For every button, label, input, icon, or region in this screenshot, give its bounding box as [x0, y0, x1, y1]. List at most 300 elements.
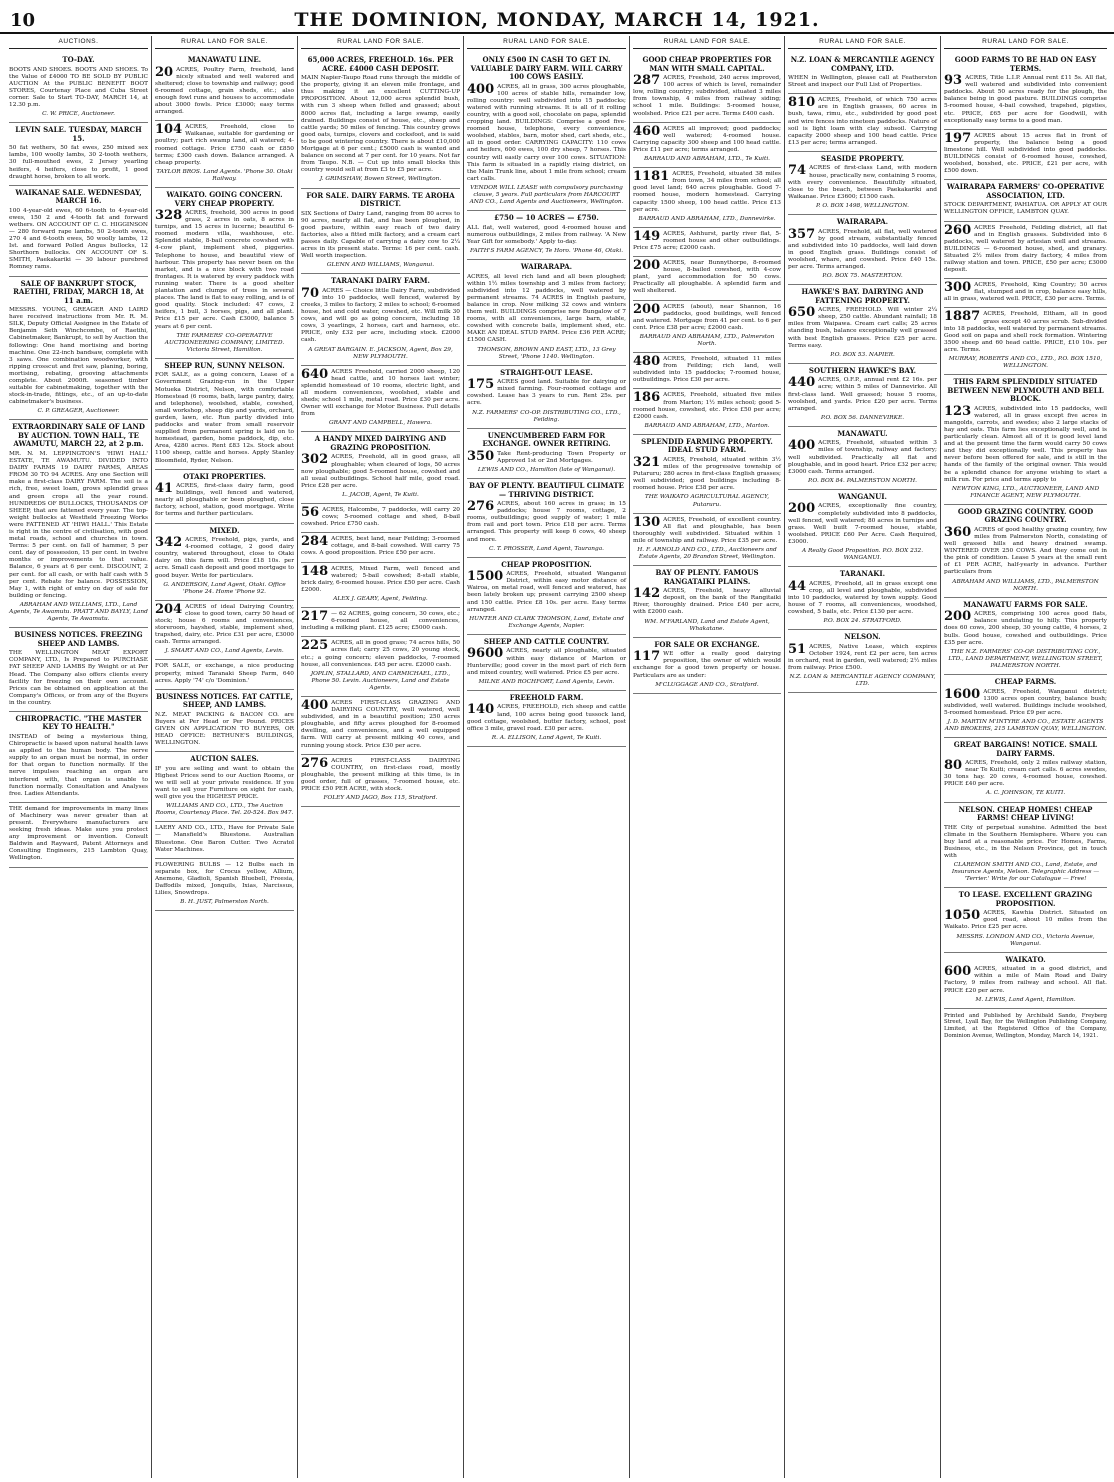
ad-footer-agent: WILLIAMS AND CO., LTD., The Auction Rooms, Courtenay Place. Tel. 20-524. Box 947.	[155, 803, 294, 817]
advertisement	[155, 188, 294, 359]
column-3	[298, 36, 464, 1478]
ad-heading: WAIKANAE SALE. WEDNESDAY, MARCH 16.	[15, 187, 142, 206]
ad-footer-agent: MILNE AND ROCHFORT, Land Agents, Levin.	[478, 678, 615, 685]
advertisement	[9, 420, 148, 628]
ad-body-text	[155, 124, 294, 167]
ad-heading: TARANAKI.	[839, 569, 886, 579]
ad-footer-agent: VENDOR WILL LEASE with compulsory purchasing clause, 5 years. Full particulars from HARCOURT AND CO., Land Agents and Auctioneers, Wellington.	[469, 184, 624, 206]
ad-body: ACRES, all in good grass; 74 acres hills, 50 acres flat; carry 25 cows, 20 young stock, etc.; a going concern; eleven paddocks, 7-roomed house, all conveniences. £45 per acre. £2000 cash.	[301, 640, 460, 668]
ad-heading: BAY OF PLENTY. BEAUTIFUL CLIMATE — THRIVING DISTRICT.	[469, 481, 624, 499]
ad-heading: FREEHOLD FARM.	[509, 692, 584, 702]
ad-footer-agent: TAYLOR BROS. Land Agents. 'Phone 30. Otaki Railway.	[156, 168, 293, 182]
ad-footer-agent: A. C. JOHNSON, TE KUITI.	[985, 790, 1066, 797]
advertisement	[788, 630, 937, 693]
advertisement	[155, 524, 294, 601]
ad-body: FOR SALE, as a going concern, Lease of a Government Grazing-run in the Upper Motueka District, Nelson, with comfortable Homestead (6 rooms, bath, large pantry, dairy, and telephone), woolshed, stable, cowshed, small workshop, sheep dip and yards, orchard, garden, lawn, etc. Run partly divided into paddocks and water from small reservoir supplied from permanent spring is laid on to homestead, garden, home paddock, dip, etc. Area, 4280 acres. Rent £83 12s. Stock about 1100 sheep, cattle and horses. Apply Stanley Bloomfield, Ryder, Nelson.	[155, 372, 294, 464]
advertisement	[301, 274, 460, 365]
ad-body-text	[467, 648, 626, 676]
ad-heading: SHEEP AND CATTLE COUNTRY.	[483, 636, 610, 646]
ad-heading: AUCTION SALES.	[190, 754, 259, 764]
acreage-number: 200	[633, 258, 661, 274]
ad-footer-agent: LEWIS AND CO., Hamilton (late of Wanganui).	[477, 466, 616, 473]
advertisement	[467, 211, 626, 260]
ad-heading: WAIRARAPA.	[520, 262, 573, 272]
acreage-number: 460	[633, 123, 661, 139]
ad-body-text	[467, 379, 626, 407]
ad-body-text	[788, 75, 937, 89]
ad-body: ACRES, Title L.I.P. Annual rent £11 5s. All flat, well watered and subdivided into convenient paddocks. About 50 acres ready for the plough, the balance being in good pasture. BUILDINGS comprise 5-roomed house, 4-bail cowshed, trapshed, pigsties, etc. PRICE, £65 per acre for Goodwill, with exceptionally easy terms to a good man.	[944, 75, 1107, 124]
printer-imprint: Printed and Published by Archibald Sando, Freyberg Street, Lyall Bay, for the Wellington Publishing Company, Limited, at the Registered Office of the Company, Dominion Avenue, Wellington, Monday, March 14, 1921.	[944, 1012, 1107, 1039]
advertisement	[633, 514, 781, 567]
advertisement	[301, 608, 460, 637]
acreage-number: 130	[633, 514, 661, 530]
advertisement	[155, 601, 294, 661]
acreage-number: 200	[944, 609, 972, 625]
ad-body-text	[788, 503, 937, 546]
advertisement	[944, 738, 1107, 802]
acreage-number: 1050	[944, 908, 981, 924]
advertisement	[301, 563, 460, 608]
acreage-number: 1887	[944, 309, 981, 325]
ad-body-text	[301, 563, 460, 594]
ad-footer-agent: A Really Good Proposition. P.O. BOX 232. WANGANUI.	[801, 548, 924, 562]
ad-footer-agent: THE N.Z. FARMERS' CO-OP. DISTRIBUTING COY., LTD., LAND DEPARTMENT, WELLINGTON STREET, PALMERSTON NORTH.	[948, 648, 1103, 669]
ad-footer-agent: P.O. BOX 24. STRATFORD.	[823, 618, 902, 625]
ad-heading: STRAIGHT-OUT LEASE.	[500, 367, 593, 377]
ad-body-text	[155, 766, 294, 801]
ad-body: BOOTS AND SHOES. BOOTS AND SHOES. To the Value of £4000 TO BE SOLD BY PUBLIC AUCTION At the PUBLIC BENEFIT BOOT STORES, Courtenay Place and Cuba Street corner. Sale to Start TO-DAY, MARCH 14, at 12.30 p.m.	[9, 66, 148, 109]
ad-body: ACRES, exceptionally fine country, completely subdivided into 8 paddocks, well fenced, well watered; 80 acres in turnips and grass. Well built 7-roomed house, stable, woolshed. PRICE £60 Per Acre. Cash Required, £3000.	[788, 503, 937, 545]
ad-body-text	[301, 507, 460, 528]
advertisement	[633, 389, 781, 434]
advertisement	[944, 53, 1107, 130]
ad-body: LAERY AND CO., LTD., Have for Private Sale — Mansfield's Bluestone. Australian Bluestone. One Baron Cutter. Two Acratol Water Machines.	[155, 825, 294, 853]
masthead-title: THE DOMINION, MONDAY, MARCH 14, 1921.	[294, 9, 820, 31]
ad-footer-agent: WM. M'FARLAND, Land and Estate Agent, Whakatane.	[644, 618, 770, 632]
advertisement	[788, 94, 937, 152]
advertisement	[633, 123, 781, 168]
ad-footer-agent: THE FARMERS' CO-OPERATIVE AUCTIONEERING COMPANY, LIMITED. Victoria Street, Hamilton.	[164, 332, 285, 353]
advertisement	[633, 566, 781, 638]
ad-body-text	[467, 81, 626, 183]
ad-heading: SALE OF BANKRUPT STOCK, RAETIHI, FRIDAY, MARCH 18, At 11 a.m.	[13, 278, 144, 305]
acreage-number: 175	[467, 377, 495, 393]
ad-body: ACRES, Freehold, heavy alluvial deposit, on the bank of the Rangitaiki River, thoroughly drained. Price £40 per acre, with £2000 cash.	[633, 588, 781, 616]
ad-footer-agent: MURRAY, ROBERTS AND CO., LTD., P.O. BOX 1510, WELLINGTON.	[948, 356, 1103, 370]
ad-body-text	[944, 524, 1107, 577]
advertisement	[788, 567, 937, 630]
ad-body-text	[301, 285, 460, 345]
acreage-number: 9600	[467, 646, 504, 662]
acreage-number: 480	[633, 354, 661, 370]
ad-heading: WAIRARAPA.	[836, 217, 889, 226]
advertisement	[301, 53, 460, 188]
advertisement	[9, 712, 148, 803]
advertisement	[301, 189, 460, 275]
ad-heading: TO LEASE. EXCELLENT GRAZING PROPOSITION.	[958, 890, 1093, 908]
ad-footer-agent: THE WAIKATO AGRICULTURAL AGENCY, Putaruru.	[644, 494, 770, 508]
advertisement	[944, 598, 1107, 675]
acreage-number: 217	[301, 609, 329, 625]
acreage-number: 140	[467, 702, 495, 718]
ad-body-text	[788, 641, 937, 672]
ad-body-text	[944, 760, 1107, 788]
ad-heading: BUSINESS NOTICES. FAT CATTLE, SHEEP, AND LAMBS.	[156, 691, 293, 710]
ad-heading: BAY OF PLENTY. FAMOUS RANGATAIKI PLAINS.	[655, 568, 759, 586]
ad-body-text	[467, 571, 626, 614]
ad-body-text	[9, 734, 148, 798]
ad-body: ALL flat, well watered, good 4-roomed house and numerous outbuildings, 2 miles from railway. 'A New Year Gift for somebody.' Apply to-day.	[467, 224, 626, 245]
ad-heading: TARANAKI DAIRY FARM.	[331, 276, 430, 286]
ad-body: ACRES, Mixed Farm, well fenced and watered; 5-bail cowshed; 8-stall stable, brick dairy, 6-roomed house. Price £50 per acre. Cash £2000.	[301, 565, 460, 593]
advertisement	[633, 257, 781, 300]
ad-heading: MANAWATU.	[837, 428, 888, 438]
ad-body-text	[301, 75, 460, 174]
ad-heading: NELSON.	[844, 632, 881, 642]
column-header: RURAL LAND FOR SALE.	[155, 36, 294, 49]
ad-heading: WAIKATO.	[1005, 954, 1046, 964]
acreage-number: 1600	[944, 686, 981, 702]
ad-body: ACRES, all level rich land and all been ploughed; within 1½ miles township and 3 miles from factory; subdivided into 12 paddocks, well watered by permanent streams. 74 ACRES in English pasture, balance in crop. Now milking 32 cows and winters them well. BUILDINGS comprise new Bungalow of 7 rooms, with all conveniences, large barn, stable, cowshed with concrete bails, implement shed, etc. MAKE AN IDEAL STUD FARM. Price £36 PER ACRE; £1500 CASH.	[467, 273, 626, 344]
ad-heading: EXTRAORDINARY SALE OF LAND BY AUCTION. TOWN HALL, TE AWAMUTU, MARCH 22, at 2 p.m.	[12, 422, 145, 449]
ad-footer-agent: C. W. PRICE, Auctioneer.	[42, 111, 115, 118]
ad-footer-agent: H. F. ARNOLD AND CO., LTD., Auctioneers and Estate Agents, 20 Brandon Street, Wellington.	[637, 546, 777, 561]
advertisement	[944, 308, 1107, 375]
ad-body: INSTEAD of being a mysterious thing, Chiropractic is based upon natural health laws as applied to the human body. The nerve supply to an organ must be normal, in order for that organ to function normally. If the nerve impulses reaching an organ are interfered with, that organ is unable to function normally. Consultation and Analyses free. Ladies Attendants.	[9, 733, 148, 797]
advertisement	[944, 222, 1107, 280]
ad-body: ACRES, Ashhurst, partly river flat, 5-roomed house and other outbuildings. Price £75 acre; £2000 cash.	[633, 230, 781, 251]
acreage-number: 357	[788, 226, 816, 242]
advertisement	[9, 186, 148, 277]
ad-body-text	[155, 64, 294, 117]
ad-footer-agent: GLENN AND WILLIAMS, Wanganui.	[326, 262, 435, 269]
ad-body: ACRES, Freehold, all flat, well watered by good stream, substantially fenced and subdivided into 10 paddocks, well laid down in good English grass. Buildings consist of woolshed, whare, and cowshed. Price £40 15s. per acre. Terms arranged.	[788, 228, 937, 270]
advertisement	[9, 123, 148, 185]
ad-body: ACRES, Freehold, Wanganui district; 1300 acres open country, balance bush; subdivided, well watered. Buildings include woolshed, 5-roomed homestead. Price £9 per acre.	[944, 688, 1107, 716]
column-1	[6, 36, 152, 1478]
ad-heading: CHEAP FARMS.	[994, 677, 1057, 686]
ad-body: SIX Sections of Dairy Land, ranging from 80 acres to 90 acres, nearly all flat, and has been ploughed, in good pasture, within easy reach of two dairy factories, also a fitted milk factory, and a cream cart passes daily. Capable of carrying a dairy cow to 2¼ acres in its present state. Terms: 16 per cent. cash. Well worth inspection.	[301, 210, 460, 260]
ad-footer-agent: BARRAUD AND ABRAHAM, LTD., Dannevirke.	[638, 215, 776, 222]
ad-heading: WAIKATO. GOING CONCERN. VERY CHEAP PROPERTY.	[166, 190, 283, 208]
advertisement	[633, 301, 781, 354]
ad-footer-agent: C. P. GREAGER, Auctioneer.	[37, 408, 120, 415]
ad-footer-agent: G. ANDERSON, Land Agent, Otaki. Office 'Phone 24. Home 'Phone 92.	[163, 581, 286, 595]
acreage-number: 440	[788, 375, 816, 391]
ad-body-text	[155, 372, 294, 464]
ad-footer-agent: M. LEWIS, Land Agent, Hamilton.	[975, 996, 1076, 1003]
ad-body: ACRES, comprising 100 acres good flats, balance undulating to hilly. This property does 60 cows, 200 sheep, 30 young cattle, 4 horses, 2 bulls. Good house, cowshed and outbuildings. Price £35 per acre.	[944, 611, 1107, 646]
acreage-number: 93	[944, 73, 963, 89]
advertisement	[467, 260, 626, 366]
advertisement	[788, 427, 937, 490]
column-header: RURAL LAND FOR SALE.	[467, 36, 626, 49]
ad-footer-agent: B. H. JUST, Palmerston North.	[180, 899, 269, 906]
ad-body: ACRES, Freehold, all in grass except one crop, all level and ploughable, subdivided into 10 paddocks, watered by town supply. Good house of 7 rooms, all conveniences, woodshed, cowshed, 5 bails, etc. Price £130 per acre.	[788, 580, 937, 616]
ad-body: ACRES good land. Suitable for dairying or mixed farming. Four-roomed cottage and cowshed. Lease has 3 years to run. Rent 25s. per acre.	[467, 379, 626, 407]
ad-body-text	[467, 448, 626, 465]
acreage-number: 104	[155, 122, 183, 138]
ad-body-text	[155, 537, 294, 580]
ad-body-text	[301, 454, 460, 489]
acreage-number: 204	[155, 601, 183, 617]
ad-heading: ONLY £500 IN CASH TO GET IN. VALUABLE DAIRY FARM. WILL CARRY 100 COWS EASILY.	[470, 55, 623, 82]
ad-body-text	[633, 514, 781, 545]
ad-heading: WAIRARAPA FARMERS' CO-OPERATIVE ASSOCIATION, LTD.	[946, 182, 1105, 200]
ad-body: — 62 ACRES, going concern, 30 cows, etc.; 6-roomed house, all conveniences, including a milking plant. £125 acre; £5000 cash.	[301, 611, 460, 632]
ad-body-text	[9, 806, 148, 863]
advertisement	[301, 533, 460, 562]
acreage-number: 302	[301, 452, 329, 468]
acreage-number: 400	[301, 697, 329, 713]
ad-body: ACRES, Freehold, only 2 miles railway station, near Te Kuiti; cream cart calls. 6 acres swedes, 30 tons hay. 20 cows, 4-roomed house, cowshed. PRICE £40 per acre.	[944, 760, 1107, 788]
column-header: RURAL LAND FOR SALE.	[633, 36, 781, 49]
ad-body: ACRES, FREEHOLD, rich sheep and cattle land, 100 acres being good tussock land, good cottage, woolshed, butter factory, school, post office 3 mile, gravel road. £30 per acre.	[467, 704, 626, 732]
acreage-number: 260	[944, 222, 972, 238]
ad-body-text	[301, 755, 460, 793]
ad-heading: UNENCUMBERED FARM FOR EXCHANGE. OWNER RETIRING.	[482, 430, 611, 449]
ad-body-text	[788, 578, 937, 616]
ad-heading: FOR SALE OR EXCHANGE.	[654, 639, 760, 649]
acreage-number: 225	[301, 638, 329, 654]
ad-heading: TO-DAY.	[62, 55, 95, 65]
advertisement	[944, 180, 1107, 221]
advertisement	[633, 638, 781, 694]
ad-body: ACRES, near Bunnythorpe, 8-roomed house, 8-bailed cowshed, with 4-cow plant, yard accommodation for 50 cows. Practically all ploughable. A splendid farm and well sheltered.	[633, 260, 781, 295]
ad-body: WHEN in Wellington, please call at Featherston Street and inspect our Full List of Properties.	[788, 75, 937, 89]
ad-body-text	[633, 588, 781, 616]
advertisement	[301, 755, 460, 808]
acreage-number: 51	[788, 641, 807, 657]
ad-heading: A HANDY MIXED DAIRYING AND GRAZING PROPOSITION.	[314, 434, 447, 452]
acreage-number: 80	[944, 758, 963, 774]
acreage-number: 1181	[633, 169, 670, 185]
advertisement	[467, 429, 626, 479]
advertisement	[9, 803, 148, 868]
advertisement	[155, 660, 294, 689]
advertisement	[633, 228, 781, 257]
acreage-number: 328	[155, 208, 183, 223]
ad-body-text	[301, 536, 460, 557]
ad-body-text	[301, 611, 460, 632]
ad-heading: FOR SALE. DAIRY FARMS. TE AROHA DISTRICT.	[306, 190, 455, 208]
advertisement	[467, 635, 626, 691]
acreage-number: 284	[301, 534, 329, 550]
ad-body-text	[155, 663, 294, 684]
ad-heading: SPLENDID FARMING PROPERTY. IDEAL STUD FARM.	[641, 436, 773, 455]
advertisement	[9, 277, 148, 421]
ad-footer-agent: N.Z. LOAN & MERCANTILE AGENCY COMPANY, LTD.	[789, 674, 936, 688]
ad-body: N.Z. MEAT PACKING & BACON CO. are Buyers at Per Head or Per Pound. PRICES GIVEN ON APPLICATION TO BUYERS, OR HEAD OFFICE: BETHUNE'S BUILDINGS, WELLINGTON.	[155, 711, 294, 747]
ad-body-text	[633, 651, 781, 679]
ad-footer-agent: A GREAT BARGAIN. E. JACKSON, Agent, Box 29, NEW PLYMOUTH.	[308, 346, 453, 360]
ad-footer-agent: C. T. PROSSER, Land Agent, Tauranga.	[489, 545, 604, 552]
ad-body: ACRES, Halcombe, 7 paddocks, will carry 20 cows; 5-roomed cottage and shed, 8-bail cowshed. Price £750 cash.	[301, 507, 460, 528]
ad-body: ACRES, Freehold, Eltham, all in good grass except 40 acres scrub. Sub-divided into 18 paddocks, well watered by permanent streams. Good soil on papa and shell rock formation. Wintering 3500 sheep and 60 head cattle. PRICE, £10 10s. per acre. Terms.	[944, 311, 1107, 353]
acreage-number: 41	[155, 481, 174, 497]
ad-footer-agent: ABRAHAM AND WILLIAMS, LTD., Land Agents, Te Awamutu. PRATT AND BAYLY, Land Agents, Te Awamutu.	[9, 601, 148, 623]
ad-body: ACRES (about), near Shannon, 16 paddocks, good buildings, well fenced and watered. Mortgage from 41 per cent. to 6 per cent. Price £38 per acre; £2000 cash.	[633, 303, 781, 331]
ad-body-text	[944, 75, 1107, 125]
ad-body: ACRES of ideal Dairying Country, close to good town, carry 50 head of stock; house 6 rooms and conveniences, storeroom, hayshed, stable, implement shed, trapshed, dairy, etc. Price £31 per acre, £3000 cash. Terms arranged.	[155, 603, 294, 646]
advertisement	[944, 675, 1107, 738]
ad-body-text	[633, 123, 781, 154]
acreage-number: 276	[467, 499, 495, 515]
column-header: RURAL LAND FOR SALE.	[788, 36, 937, 49]
ad-body: ACRES FIRST-CLASS DAIRYING COUNTRY, on first-class road, mostly ploughable, the present milking at this time, is in good order, full of grasses, 7-roomed house, etc. PRICE £50 PER ACRE, with stock.	[301, 757, 460, 792]
acreage-number: 360	[944, 524, 972, 540]
ad-heading: GOOD FARMS TO BE HAD ON EASY TERMS.	[954, 55, 1097, 73]
ad-footer-agent: L. JACOB, Agent, Te Kuiti.	[342, 491, 419, 498]
ad-heading: WANGANUI.	[838, 491, 887, 501]
ad-body-text	[155, 712, 294, 747]
advertisement	[155, 690, 294, 752]
ad-body: ACRES, subdivided into 15 paddocks, well watered, all in grass except five acres in mangolds, carrots, and swedes; also 2 large stacks of hay and oats. This farm lies exceptionally well, and is particularly clean. Almost all of it is good level land and at the present time the farm would carry 50 cows and they did exceptionally well. This property has never before been offered for sale, and is still in the hands of the family of the original owner. This would be a splendid chance for anyone wishing to start a milk run. For price and terms apply to	[944, 405, 1107, 483]
ad-body: ACRES, Freehold, King Country; 50 acres flat, stumped and in crop, balance easy hills, all in grass, watered well. PRICE, £30 per acre. Terms.	[944, 282, 1107, 303]
acreage-number: 1500	[467, 569, 504, 585]
acreage-number: 20	[155, 64, 174, 80]
acreage-number: 123	[944, 403, 972, 419]
ad-body: THE WELLINGTON MEAT EXPORT COMPANY, LTD., Is Prepared to PURCHASE FAT SHEEP AND LAMBS By Weight or at Per Head. The Company also offers clients every facility for freezing on their own account. Prices can be obtained on application at the Company's Offices, or from any of the Buyers in the country.	[9, 650, 148, 706]
ad-heading: SHEEP RUN, SUNNY NELSON.	[164, 360, 285, 370]
ad-heading: SEASIDE PROPERTY.	[820, 153, 905, 163]
advertisement	[467, 558, 626, 635]
ad-body-text	[788, 377, 937, 412]
ad-body-text	[944, 282, 1107, 303]
ad-body-text	[467, 274, 626, 345]
ad-body-text	[633, 75, 781, 118]
ad-body: ACRES, Freehold, situated Wanganui District, within easy motor distance of Wairoa, on metal road, well fenced and watered, has been lately broken up; present carrying 2500 sheep and 150 cattle. Price £8 10s. per acre. Easy terms arranged.	[467, 571, 626, 613]
ad-body: ACRES, Freehold, all in good grass, all ploughable; when cleared of logs, 50 acres now ploughable; good 5-roomed house, cowshed and all usual outbuildings. School half mile, good road. Price £28 per acre.	[301, 454, 460, 489]
advertisement	[467, 53, 626, 211]
ad-body-text	[944, 311, 1107, 354]
acreage-number: 44	[788, 578, 807, 594]
ad-body-text	[633, 356, 781, 384]
advertisement	[155, 121, 294, 188]
ad-body-text	[301, 211, 460, 261]
ad-body: ACRES, Freehold, of excellent country. All flat and ploughable, has been thoroughly well subdivided. Situated within 1 mile of township and railway. Price £35 per acre.	[633, 516, 781, 544]
ad-body-text	[9, 650, 148, 707]
ad-body-text	[155, 601, 294, 647]
column-header: AUCTIONS.	[9, 36, 148, 49]
ad-body-text	[9, 307, 148, 406]
advertisement	[633, 168, 781, 228]
advertisement	[944, 888, 1107, 952]
ad-body-text	[155, 210, 294, 331]
advertisement	[155, 359, 294, 470]
ad-body: ACRES of good healthy grazing country, few miles from Palmerston North, consisting of well grassed hills and heavy drained swamp. WINTERED OVER 250 COWS. And they come out in the pink of condition. Lease 5 years at the small rent of £1 PER ACRE, half-yearly in advance. Further particulars from	[944, 526, 1107, 576]
ad-body: ACRES, Freehold, situated within 3 miles of township, railway and factory; well subdivided. Practically all flat and ploughable, and in good heart. Price £32 per acre; £3000 cash. Terms arranged.	[788, 440, 937, 475]
ad-heading: MIXED.	[209, 525, 240, 535]
ad-body: 100 4-year-old ewes, 60 6-tooth to 4-year-old ewes, 150 2 and 4-tooth fat and forward wethers. ON ACCOUNT OF C. C. HIGGINSON — 280 forward rape lambs, 50 2-tooth ewes, 270 4 and 6-tooth ewes, 50 woolly lambs, 12 Ist. and forward Polled Angus bullocks, 12 Shorthorn bullocks. ON ACCOUNT OF S. SMITH, Paekakariki — 30 labour purebred Romney rams.	[9, 207, 148, 271]
ad-body-text	[788, 226, 937, 272]
ad-body: ACRES about 15 acres flat in front of property, the balance being a good limestone hill. Well subdivided into good paddocks. BUILDINGS consist of 6-roomed house, cowshed, woolshed, boxshed, etc. PRICE, £21 per acre, with £500 down.	[944, 132, 1107, 175]
acreage-number: 149	[633, 228, 661, 244]
ad-footer-agent: P.O. BOX 56. DANNEVIRKE.	[820, 414, 905, 421]
ad-body: ACRES — Choice little Dairy Farm, subdivided into 10 paddocks, well fenced, watered by creeks, 3 miles to factory, 2 miles to school; 6-roomed house, hot and cold water, cowshed, etc. Will milk 30 cows, and will go as going concern, including 18 cows, 3 yearlings, 2 horses, cart and harness, etc. PRICE, only £32 per acre, including stock. £2000 cash.	[301, 287, 460, 344]
ad-body-text	[467, 501, 626, 544]
ad-heading: CHIROPRACTIC. "THE MASTER KEY TO HEALTH."	[15, 713, 142, 732]
ad-heading: NELSON. CHEAP HOMES! CHEAP FARMS! CHEAP LIVING!	[958, 804, 1093, 823]
ad-body: STOCK DEPARTMENT, PAHIATUA. OR APPLY AT OUR WELLINGTON OFFICE, LAMBTON QUAY.	[944, 202, 1107, 216]
ad-body-text	[633, 228, 781, 252]
ad-body: ACRES, Freehold, situated five miles from Marton; 1½ miles school; good 5-roomed house, cowshed, etc. Price £50 per acre; £2000 cash.	[633, 392, 781, 420]
masthead	[0, 0, 1114, 34]
ad-footer-agent: P.O. BOX 84. PALMERSTON NORTH.	[807, 477, 917, 484]
acreage-number: 200	[633, 301, 661, 317]
ad-footer-agent: MESSRS. LONDON AND CO., Victoria Avenue, Wanganui.	[956, 933, 1095, 947]
ad-heading: N.Z. LOAN & MERCANTILE AGENCY COMPANY, LTD.	[790, 55, 935, 73]
ad-body: ACRES, about 160 acres in grass; in 15 paddocks; house 7 rooms, cottage, 2 rooms, outbuildings; good supply of water; 1 mile from rail and port town. Price £18 per acre. Terms arranged. This property will keep 6 cows, 40 sheep and more.	[467, 501, 626, 543]
ad-footer-agent: ABRAHAM AND WILLIAMS, LTD., PALMERSTON NORTH.	[952, 578, 1099, 592]
ad-body: WE offer a really good dairying proposition, the owner of which would exchange for a good town property or house. Particulars are as under:	[633, 651, 781, 679]
advertisement	[301, 504, 460, 533]
ad-body: ACRES, Freehold, situated within 3½ miles of the progressive township of Putaruru; 280 acres in first-class English grasses; well subdivided; good buildings including 8-roomed house. Price £38 per acre.	[633, 456, 781, 492]
ad-body-text	[9, 451, 148, 600]
advertisement	[155, 822, 294, 858]
ad-body: ACRES, Freehold, situated 38 miles from town, 34 miles from school; all good level land; 640 acres ploughable. Good 7-roomed house, modern homestead. Carrying capacity 1500 sheep, 100 head cattle. Price £13 per acre.	[633, 171, 781, 213]
ad-footer-agent: R. A. ELLISON, Land Agent, Te Kuiti.	[491, 734, 602, 741]
ad-footer-agent: GRANT AND CAMPBELL, Hawera.	[328, 420, 433, 427]
column-6	[785, 36, 941, 1478]
ad-footer-agent: M'CLUGGAGE AND CO., Stratford.	[655, 681, 759, 688]
ad-heading: GOOD CHEAP PROPERTIES FOR MAN WITH SMALL CAPITAL.	[642, 55, 772, 73]
ad-body: ACRES, situated in a good district, and within a mile of Main Road and Dairy Factory, 9 miles from railway and school. All flat. PRICE £20 per acre.	[944, 966, 1107, 994]
acreage-number: 640	[301, 366, 329, 382]
column-5	[630, 36, 785, 1478]
ad-heading: 65,000 ACRES, FREEHOLD. 16s. PER ACRE. £4000 CASH DEPOSIT.	[307, 55, 454, 73]
ad-body: ACRES, O.F.P., annual rent £2 16s. per acre; within 5 miles of Dannevirke. All first-class land. Well grassed; house 5 rooms, woolshed, and yards. Price £20 per acre. Terms arranged.	[788, 377, 937, 412]
advertisement	[788, 364, 937, 427]
advertisement	[467, 479, 626, 558]
ad-footer-agent: BARRAUD AND ABRAHAM, LTD., Marton.	[644, 422, 770, 429]
acreage-number: 810	[788, 95, 816, 111]
ad-heading: BUSINESS NOTICES. FREEZING SHEEP AND LAMBS.	[14, 630, 143, 648]
ad-heading: LEVIN SALE. TUESDAY, MARCH 15.	[15, 125, 142, 143]
advertisement	[633, 353, 781, 389]
advertisement	[9, 628, 148, 712]
advertisement	[301, 432, 460, 504]
advertisement	[155, 53, 294, 121]
advertisement	[788, 285, 937, 364]
acreage-number: 650	[788, 305, 816, 321]
acreage-number: 70	[301, 285, 320, 301]
ad-footer-agent: ALEX J. GEARY, Agent, Feilding.	[333, 595, 428, 602]
acreage-number: 186	[633, 390, 661, 406]
ad-body: ACRES, FREEHOLD. Will winter 2¼ sheep, 250 cattle. Abundant rainfall; 18 miles from Waipawa. Cream cart calls; 25 acres standing bush, balance exceptionally well grassed with best English grasses. Price £25 per acre. Terms easy.	[788, 307, 937, 349]
ad-footer-agent: J. GRIMSHAW, Bowen Street, Wellington.	[319, 176, 442, 183]
ad-body: THE City of perpetual sunshine. Admitted the best climate in the Southern Hemisphere. Where you can buy land at a reasonable price. For Homes, Farms, Business, etc., in the Nelson Province, get in touch with	[944, 824, 1107, 859]
advertisement	[788, 490, 937, 567]
advertisement	[788, 53, 937, 94]
ad-heading: THIS FARM SPLENDIDLY SITUATED BETWEEN NEW PLYMOUTH AND BELL BLOCK.	[947, 377, 1104, 404]
column-header: RURAL LAND FOR SALE.	[301, 36, 460, 49]
acreage-number: 400	[788, 438, 816, 454]
ad-body-text	[633, 171, 781, 214]
ad-body-text	[788, 440, 937, 475]
advertisement	[467, 366, 626, 429]
acreage-number: 148	[301, 563, 329, 579]
ad-body: THE demand for improvements in many lines of Machinery was never greater than at present. Everywhere manufacturers are seeking fresh ideas. Make sure you protect any improvement or invention. Consult Baldwin and Rayward, Patent Attorneys and Consulting Engineers, 215 Lambton Quay, Wellington.	[9, 805, 148, 862]
ad-body-text	[9, 67, 148, 110]
ad-footer-agent: FOLEY AND JAGO, Box 115, Stratford.	[323, 795, 438, 802]
ad-body-text	[467, 704, 626, 732]
ad-footer-agent: N.Z. FARMERS' CO-OP. DISTRIBUTING CO., LTD., Feilding.	[472, 409, 621, 423]
ad-body-text	[944, 202, 1107, 216]
acreage-number: 74	[788, 163, 807, 179]
ad-body-text	[155, 825, 294, 853]
ad-body: ACRES, Freehold, of which 750 acres are in English grasses, 60 acres in bush, tawa, rimu, etc., subdivided by good post and wire fences into nineteen paddocks. Nature of soil is light loam with clay subsoil. Carrying capacity 2000 sheep and 100 head cattle. Price £13 per acre; terms arranged.	[788, 97, 937, 146]
